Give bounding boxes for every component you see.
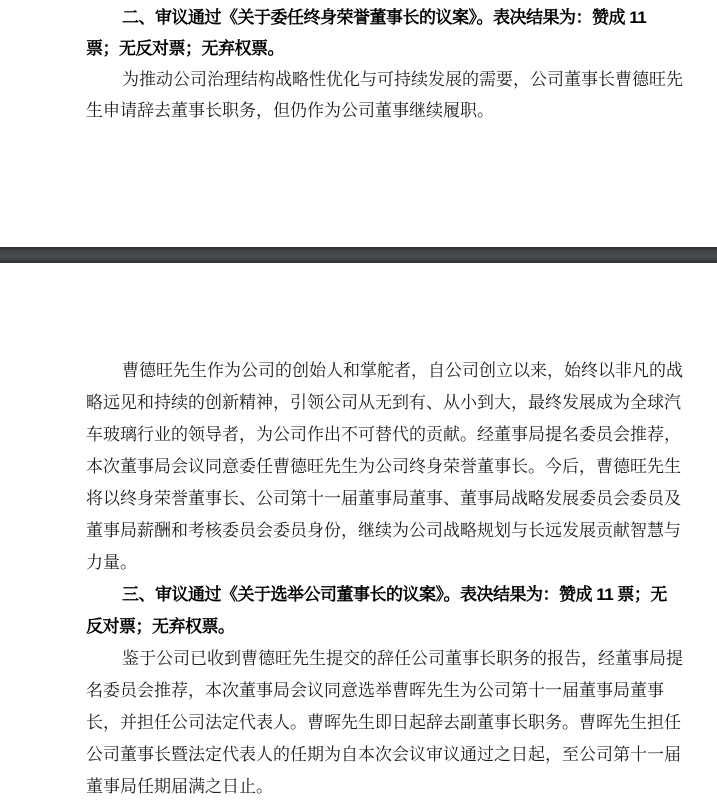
resolution-3-heading-line-1: 三、审议通过《关于选举公司董事长的议案》。表决结果为：赞成 11 票；无 (122, 585, 667, 604)
page-separator-band (0, 247, 717, 263)
resolution-2-heading-line-1: 二、审议通过《关于委任终身荣誉董事长的议案》。表决结果为：赞成 11 (122, 8, 647, 27)
chairman-election-paragraph-line-1: 鉴于公司已收到曹德旺先生提交的辞任公司董事长职务的报告，经董事局提 (122, 649, 683, 668)
chairman-election-paragraph-line-4: 公司董事长暨法定代表人的任期为自本次会议审议通过之日起，至公司第十一届 (86, 745, 681, 764)
honorary-chairman-paragraph-line-1: 曹德旺先生作为公司的创始人和掌舵者，自公司创立以来，始终以非凡的战 (122, 361, 683, 380)
chairman-election-paragraph-line-3: 长，并担任公司法定代表人。曹晖先生即日起辞去副董事长职务。曹晖先生担任 (86, 713, 681, 732)
resolution-2-heading-line-2: 票；无反对票；无弃权票。 (86, 39, 284, 58)
pdf-page-1 (0, 0, 717, 247)
honorary-chairman-paragraph-line-5: 将以终身荣誉董事长、公司第十一届董事局董事、董事局战略发展委员会委员及 (86, 489, 681, 508)
pdf-page-2 (0, 263, 717, 796)
honorary-chairman-paragraph-line-7: 力量。 (86, 553, 137, 572)
honorary-chairman-paragraph-line-3: 车玻璃行业的领导者，为公司作出不可替代的贡献。经董事局提名委员会推荐， (86, 425, 681, 444)
resolution-3-heading-line-2: 反对票；无弃权票。 (86, 617, 235, 636)
honorary-chairman-paragraph-line-4: 本次董事局会议同意委任曹德旺先生为公司终身荣誉董事长。今后，曹德旺先生 (86, 457, 681, 476)
chairman-election-paragraph-line-5: 董事局任期届满之日止。 (86, 777, 273, 796)
honorary-chairman-paragraph-line-6: 董事局薪酬和考核委员会委员身份，继续为公司战略规划与长远发展贡献智慧与 (86, 521, 681, 540)
chairman-election-paragraph-line-2: 名委员会推荐，本次董事局会议同意选举曹晖先生为公司第十一届董事局董事 (86, 681, 664, 700)
resolution-2-paragraph-line-2: 生申请辞去董事长职务，但仍作为公司董事继续履职。 (86, 101, 494, 120)
resolution-2-paragraph-line-1: 为推动公司治理结构战略性优化与可持续发展的需要，公司董事长曹德旺先 (122, 70, 683, 89)
honorary-chairman-paragraph-line-2: 略远见和持续的创新精神，引领公司从无到有、从小到大，最终发展成为全球汽 (86, 393, 681, 412)
